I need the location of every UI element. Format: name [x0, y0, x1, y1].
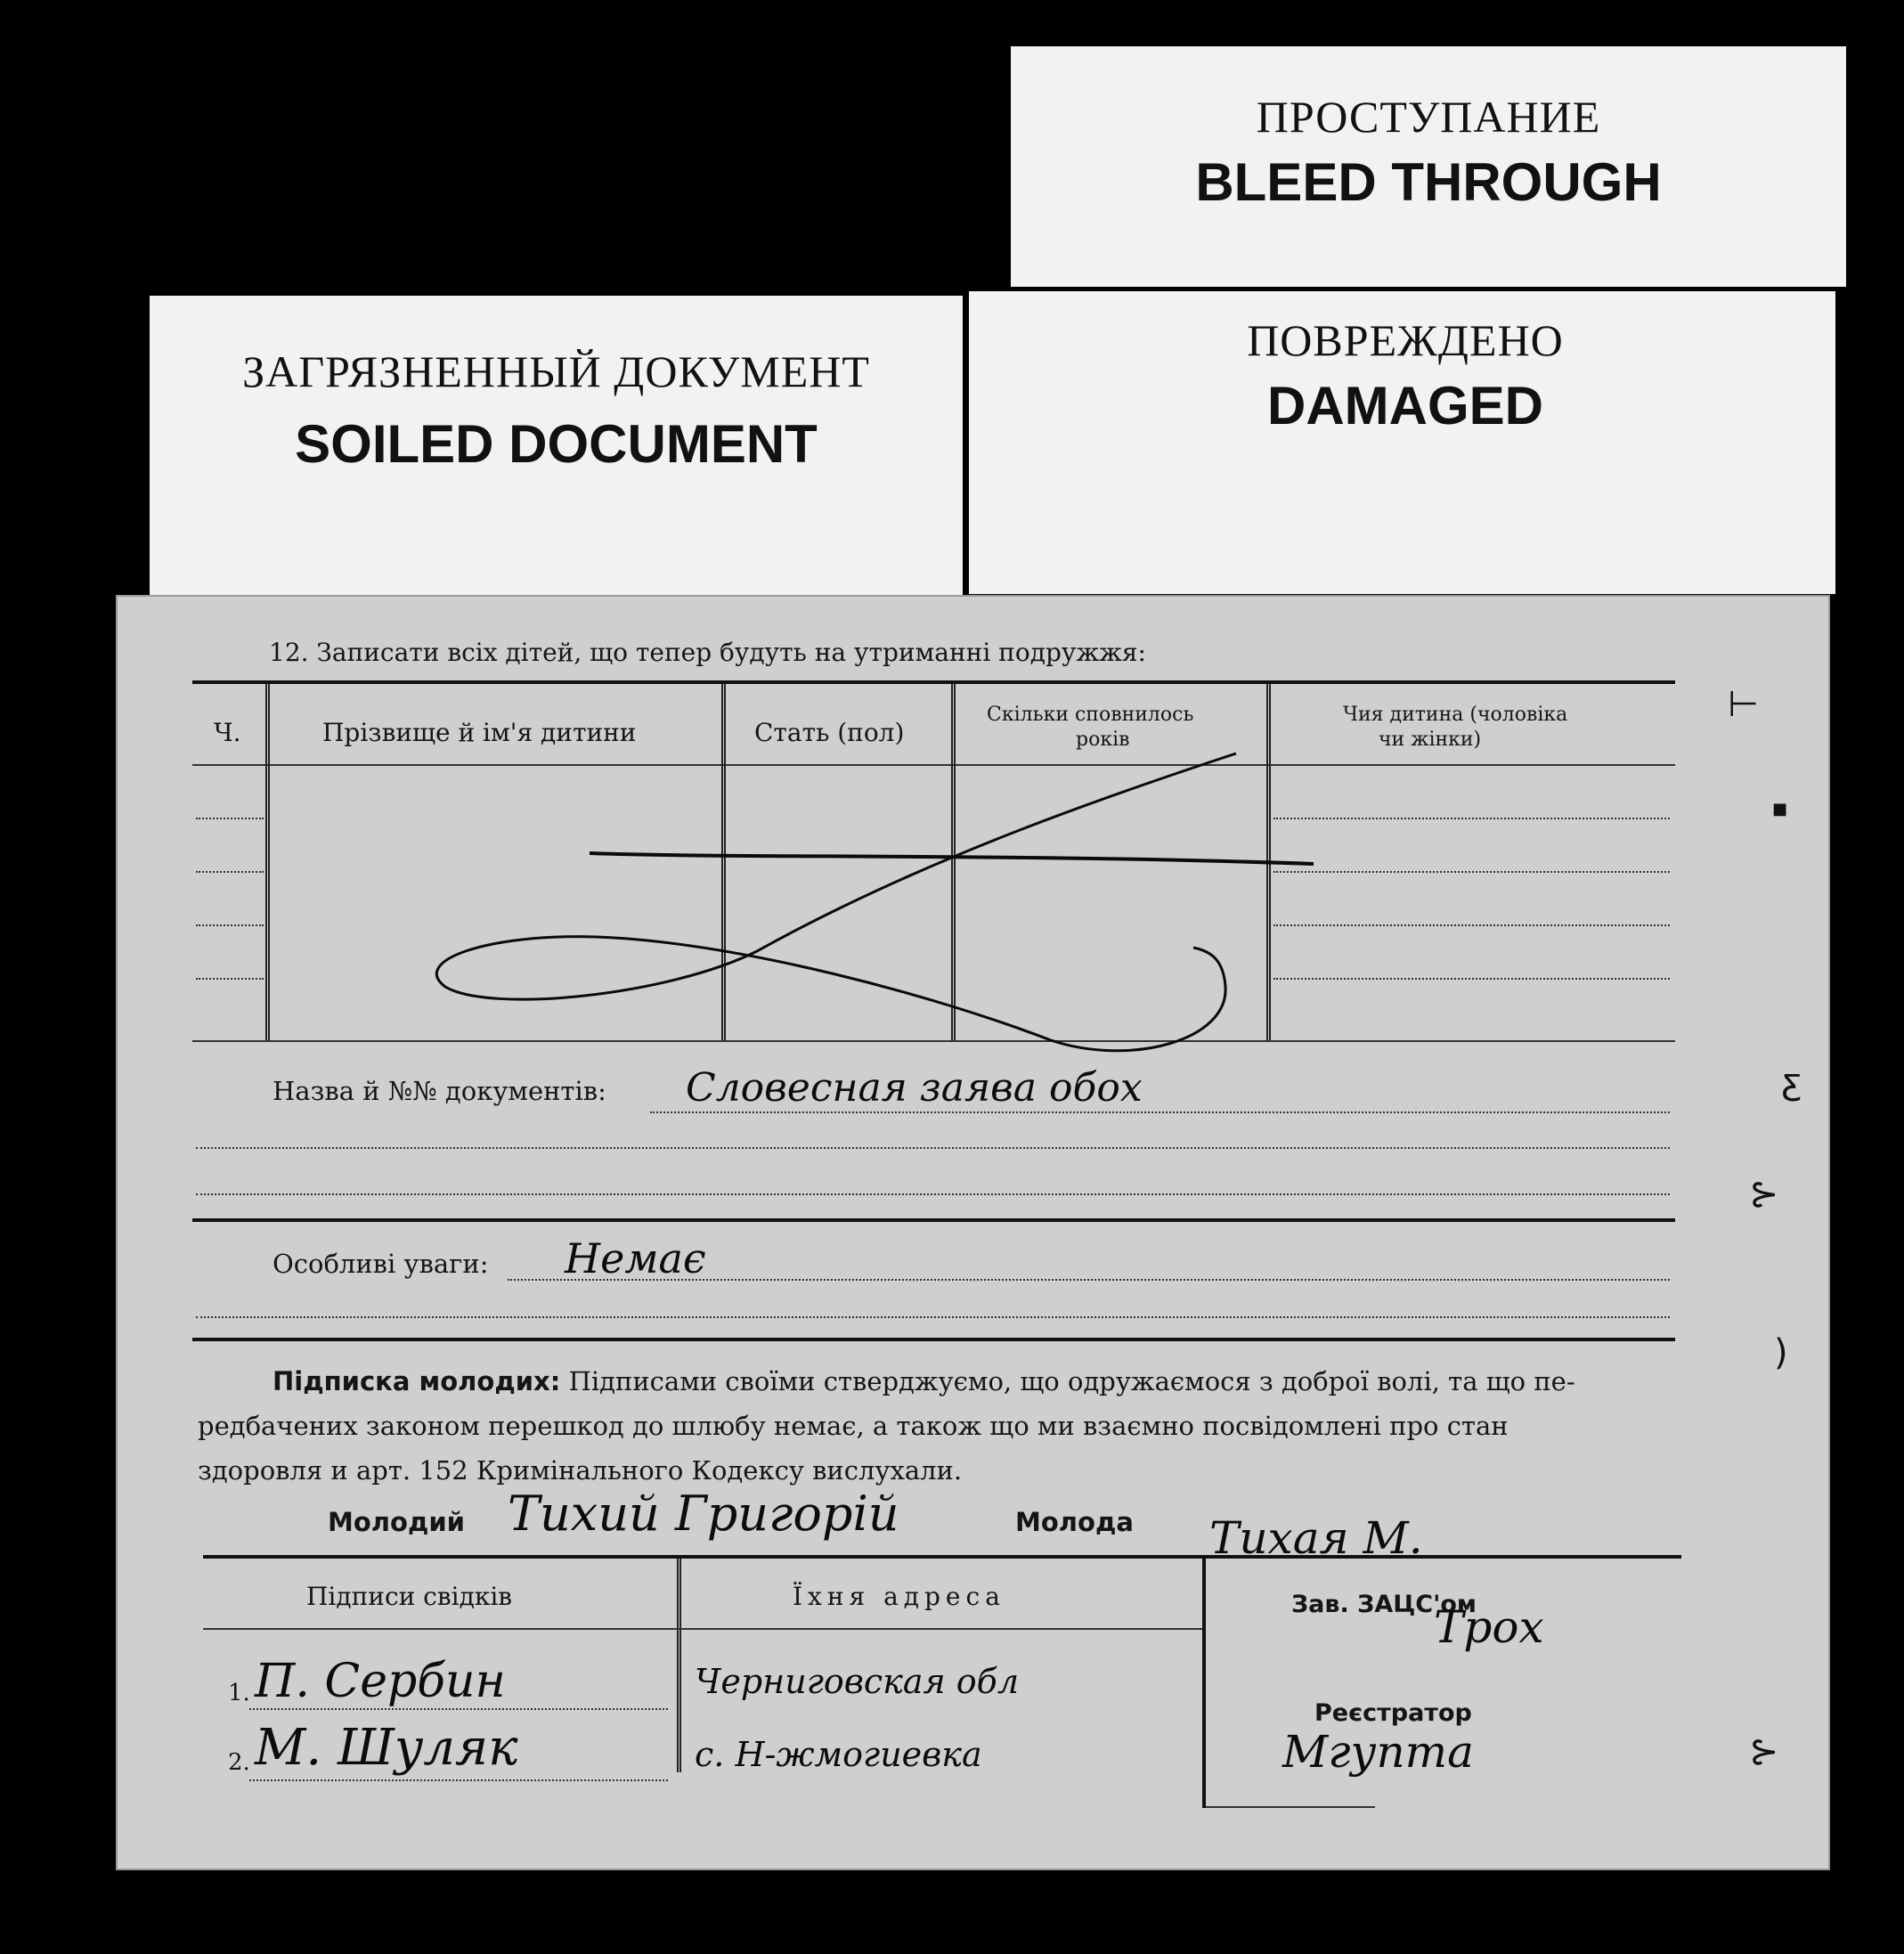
- witness-2-dots: [249, 1779, 668, 1781]
- binding-hole-icon: ■: [1772, 800, 1788, 818]
- bleed-through-en: BLEED THROUGH: [1195, 152, 1662, 212]
- registrar-signature: Мгупта: [1282, 1726, 1474, 1778]
- witness-1-address: Черниговская обл: [695, 1662, 1020, 1701]
- section-12-heading: 12. Записати всіх дітей, що тепер будуть на утриманні подружжя:: [269, 638, 1146, 667]
- documents-dots-2: [196, 1147, 1670, 1149]
- groom-label: Молодий: [328, 1507, 466, 1537]
- binding-hole-icon: ): [1774, 1332, 1788, 1373]
- documents-rule: [192, 1218, 1675, 1222]
- pledge-line-2: редбачених законом перешкод до шлюбу немає, а також що ми взаємно посвідомлені про стан: [198, 1411, 1509, 1441]
- witness-header: Підписи свідків: [306, 1582, 513, 1611]
- remarks-dots: [508, 1279, 1670, 1281]
- witness-1-number: 1.: [228, 1680, 250, 1706]
- registrar-col-divider: [1202, 1559, 1206, 1808]
- col-whose-header-2: чи жінки): [1379, 729, 1482, 751]
- registrar-label: Реєстратор: [1314, 1699, 1472, 1727]
- bride-signature: Тихая М.: [1209, 1512, 1423, 1564]
- documents-handwritten: Словесная заява обох: [686, 1065, 1143, 1111]
- soiled-en: SOILED DOCUMENT: [295, 414, 818, 474]
- binding-hole-icon: ƹ: [1781, 1062, 1802, 1103]
- remarks-label: Особливі уваги:: [273, 1249, 489, 1279]
- witness-2-number: 2.: [228, 1749, 250, 1776]
- registrar-bottom-rule: [1206, 1806, 1375, 1808]
- pledge-line-3: здоровля и арт. 152 Кримінального Кодексу вислухали.: [198, 1455, 963, 1486]
- head-label: Зав. ЗАЦС'ом: [1291, 1591, 1477, 1618]
- witness-col-divider: [677, 1559, 681, 1772]
- pledge-text-1: Підписами своїми стверджуємо, що одружаємося з доброї волі, та що пе-: [568, 1366, 1575, 1396]
- address-header: Їхня адреса: [793, 1582, 1005, 1611]
- bleed-through-label-card: [1011, 46, 1846, 287]
- bleed-through-ru: ПРОСТУПАНИЕ: [1256, 92, 1601, 142]
- pledge-title: Підписка молодих:: [273, 1366, 561, 1396]
- col-no-header: Ч.: [214, 718, 241, 747]
- soiled-document-label-card: [150, 296, 963, 598]
- witness-2-address: с. Н-жмогиевка: [695, 1735, 982, 1774]
- cross-out-scribble: [116, 595, 1830, 1218]
- damaged-ru: ПОВРЕЖДЕНО: [1247, 315, 1564, 365]
- documents-dots: [650, 1111, 1670, 1113]
- soiled-ru: ЗАГРЯЗНЕННЫЙ ДОКУМЕНТ: [242, 346, 870, 396]
- binding-hole-icon: ⊱: [1749, 1731, 1779, 1772]
- marriage-record-form: [116, 595, 1830, 1870]
- col-age-header-2: років: [1076, 729, 1130, 751]
- witness-2-signature: М. Шуляк: [255, 1719, 518, 1777]
- remarks-dots-2: [196, 1316, 1670, 1318]
- signatures-rule: [203, 1555, 1681, 1559]
- witness-header-rule: [203, 1628, 1202, 1630]
- binding-hole-icon: ⊱: [1749, 1174, 1779, 1215]
- damaged-label-card: [969, 291, 1835, 594]
- remarks-rule: [192, 1338, 1675, 1341]
- documents-label: Назва й №№ документів:: [273, 1076, 606, 1106]
- bride-label: Молода: [1015, 1507, 1134, 1537]
- damaged-en: DAMAGED: [1267, 376, 1543, 436]
- col-sex-header: Стать (пол): [754, 718, 905, 747]
- col-age-header-1: Скільки сповнилось: [987, 704, 1194, 726]
- col-whose-header-1: Чия дитина (чоловіка: [1343, 704, 1568, 726]
- documents-dots-3: [196, 1193, 1670, 1195]
- col-name-header: Прізвище й ім'я дитини: [322, 718, 637, 747]
- binding-hole-icon: ⊢: [1728, 684, 1759, 725]
- witness-1-signature: П. Сербин: [255, 1655, 506, 1708]
- witness-1-dots: [249, 1708, 668, 1710]
- remarks-handwritten: Немає: [565, 1234, 706, 1282]
- groom-signature: Тихий Григорій: [508, 1486, 899, 1542]
- head-signature: Трох: [1434, 1601, 1544, 1653]
- pledge-line-1: [273, 1366, 1575, 1396]
